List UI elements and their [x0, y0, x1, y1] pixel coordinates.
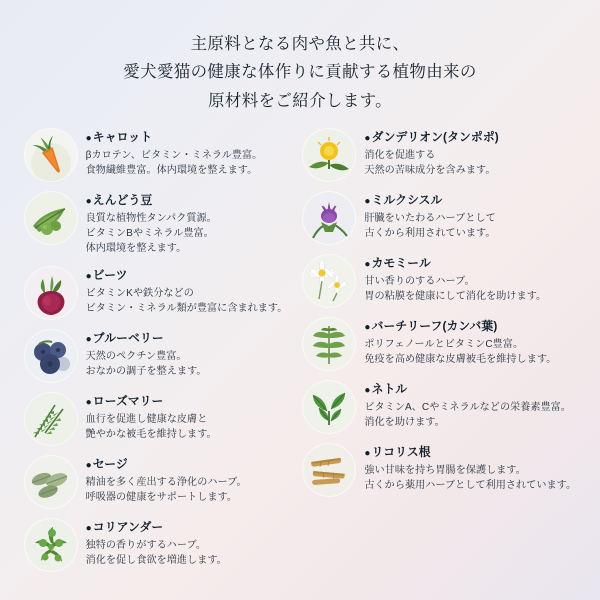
item-description: ビタミンKや鉄分などの ビタミン・ミネラル類が豊富に含まれます。 [85, 287, 288, 314]
bullet-icon: ● [364, 196, 371, 208]
item-name: ●リコリス根 [364, 445, 431, 460]
item-name: ●えんどう豆 [85, 193, 153, 208]
list-item [25, 456, 288, 508]
item-description: 良質な植物性タンパク質源。 ビタミンBやミネラル豊富。 体内環境を整えます。 [85, 212, 217, 254]
item-description: 消化を促進する 天然の苦味成分を含みます。 [364, 149, 496, 176]
bullet-icon: ● [364, 322, 371, 334]
list-item [303, 318, 575, 370]
item-name: ●ビーツ [85, 268, 128, 283]
item-name: ●セージ [85, 457, 128, 472]
list-item [25, 519, 288, 571]
item-description: ポリフェノールとビタミンC豊富。 免疫を高め健康な皮膚被毛を維持します。 [364, 338, 557, 365]
ingredient-column-left [25, 129, 288, 582]
list-item [25, 267, 288, 319]
item-description: 天然のペクチン豊富。 おなかの調子を整えます。 [85, 350, 207, 377]
bullet-icon: ● [85, 133, 92, 145]
item-name: ●ダンデリオン(タンポポ) [364, 130, 499, 145]
bullet-icon: ● [85, 523, 92, 535]
item-text [364, 381, 575, 430]
list-item [25, 129, 288, 181]
item-text [364, 444, 576, 493]
item-text [86, 129, 288, 178]
item-text [86, 393, 288, 442]
item-text [86, 519, 288, 568]
beet-icon [25, 267, 77, 319]
ingredient-columns [18, 129, 582, 582]
item-description: ビタミンA、Cやミネラルなどの栄養素豊富。 消化を助けます。 [364, 401, 571, 428]
item-text [86, 192, 288, 256]
bullet-icon: ● [85, 196, 92, 208]
list-item [303, 129, 575, 181]
item-name: ●カモミール [364, 256, 431, 271]
peas-icon [25, 192, 77, 244]
item-description: 甘い香りのするハーブ。 胃の粘膜を健康にして消化を助けます。 [364, 275, 547, 302]
item-text [364, 318, 575, 367]
item-description: 血行を促進し健康な皮膚と 艶やかな被毛を維持します。 [85, 413, 217, 440]
item-description: 強い甘味を持ち胃腸を保護します。 古くから薬用ハーブとして利用されています。 [364, 464, 577, 491]
item-name: ●ネトル [364, 382, 408, 397]
headline-line-2: 愛犬愛猫の健康な体作りに貢献する植物由来の [123, 63, 477, 82]
item-name: ●ブルーベリー [85, 331, 164, 346]
item-description: 肝臓をいたわるハーブとして 古くから利用されています。 [364, 212, 496, 239]
item-description: βカロテン、ビタミン・ミネラル豊富。 食物繊維豊富。体内環境を整えます。 [85, 149, 263, 176]
bullet-icon: ● [85, 271, 92, 283]
list-item [25, 192, 288, 256]
licorice-root-icon [303, 444, 355, 496]
list-item [303, 381, 575, 433]
sage-icon [25, 456, 77, 508]
bullet-icon: ● [85, 460, 92, 472]
item-text [86, 330, 288, 379]
bullet-icon: ● [364, 259, 371, 271]
item-text [364, 192, 575, 241]
dandelion-icon [303, 129, 355, 181]
list-item [303, 192, 575, 244]
bullet-icon: ● [364, 385, 371, 397]
list-item [303, 444, 575, 496]
item-text [364, 255, 575, 304]
page-title [18, 30, 582, 115]
nettle-icon [303, 381, 355, 433]
item-description: 独特の香りがするハーブ。 消化を促し食欲を増進します。 [85, 539, 227, 566]
milk-thistle-icon [303, 192, 355, 244]
blueberry-icon [25, 330, 77, 382]
list-item [25, 330, 288, 382]
list-item [25, 393, 288, 445]
item-description: 精油を多く産出する浄化のハーブ。 呼吸器の健康をサポートします。 [85, 476, 247, 503]
item-text [364, 129, 575, 178]
bullet-icon: ● [85, 334, 92, 346]
headline-line-3: 原材料をご紹介します。 [208, 91, 392, 110]
item-name: ●キャロット [85, 130, 153, 145]
rosemary-icon [25, 393, 77, 445]
item-name: ●コリアンダー [85, 520, 164, 535]
item-name: ●ミルクシスル [364, 193, 443, 208]
ingredient-column-right [303, 129, 575, 582]
bullet-icon: ● [364, 448, 371, 460]
list-item [303, 255, 575, 307]
item-name: ●バーチリーフ(カンバ葉) [364, 319, 498, 334]
carrot-icon [25, 129, 77, 181]
headline-line-1: 主原料となる肉や魚と共に、 [190, 35, 410, 53]
item-name: ●ローズマリー [85, 394, 164, 409]
chamomile-icon [303, 255, 355, 307]
birch-leaf-icon [303, 318, 355, 370]
coriander-icon [25, 519, 77, 571]
bullet-icon: ● [364, 133, 371, 145]
item-text [86, 456, 288, 505]
bullet-icon: ● [85, 397, 92, 409]
item-text [86, 267, 288, 316]
